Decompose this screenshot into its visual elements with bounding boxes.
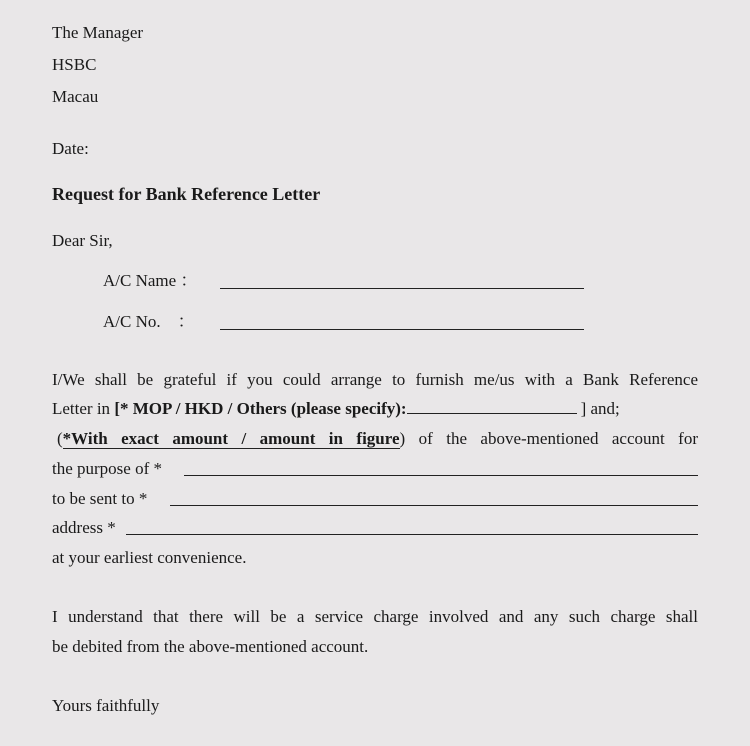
ac-name-blank[interactable]	[220, 288, 584, 289]
date-label: Date:	[52, 139, 89, 158]
body-line-1: I/We shall be grateful if you could arrange to furnish me/us with a Bank Reference	[52, 370, 698, 389]
charge-line-2: be debited from the above-mentioned account.	[52, 637, 369, 656]
signoff: Yours faithfully	[52, 696, 160, 715]
recipient-line: The Manager	[52, 23, 144, 42]
body-line-2	[52, 399, 698, 419]
send-to-blank[interactable]	[170, 505, 698, 506]
please-specify-text: please specify	[296, 399, 396, 418]
city-line: Macau	[52, 87, 99, 106]
salutation: Dear Sir,	[52, 231, 113, 250]
bank-name: HSBC	[52, 55, 97, 74]
send-to-label: to be sent to *	[52, 489, 148, 508]
amount-instruction: *With exact amount / amount in figure	[62, 429, 400, 448]
ac-no-label: A/C No. ：	[103, 312, 195, 331]
ac-name-label: A/C Name ：	[103, 271, 198, 290]
currency-specify-blank[interactable]	[407, 399, 577, 414]
body-line-3-rest: ) of the above-mentioned account for	[399, 429, 698, 448]
purpose-blank[interactable]	[184, 475, 698, 476]
body-line-2-prefix: Letter in	[52, 399, 115, 418]
letter-subject: Request for Bank Reference Letter	[52, 184, 321, 204]
currency-options-close: ):	[395, 399, 407, 418]
charge-line-1: I understand that there will be a service charge involved and any such charge shall	[52, 607, 698, 626]
body-line-2-suffix: ] and;	[580, 399, 620, 418]
amount-open-paren: (	[57, 429, 63, 448]
ac-no-blank[interactable]	[220, 329, 584, 330]
body-line-3	[57, 429, 698, 449]
address-label: address *	[52, 518, 116, 537]
address-blank[interactable]	[126, 534, 698, 535]
purpose-label: the purpose of *	[52, 459, 163, 478]
convenience-line: at your earliest convenience.	[52, 548, 247, 567]
currency-options: [* MOP / HKD / Others (	[114, 399, 297, 418]
